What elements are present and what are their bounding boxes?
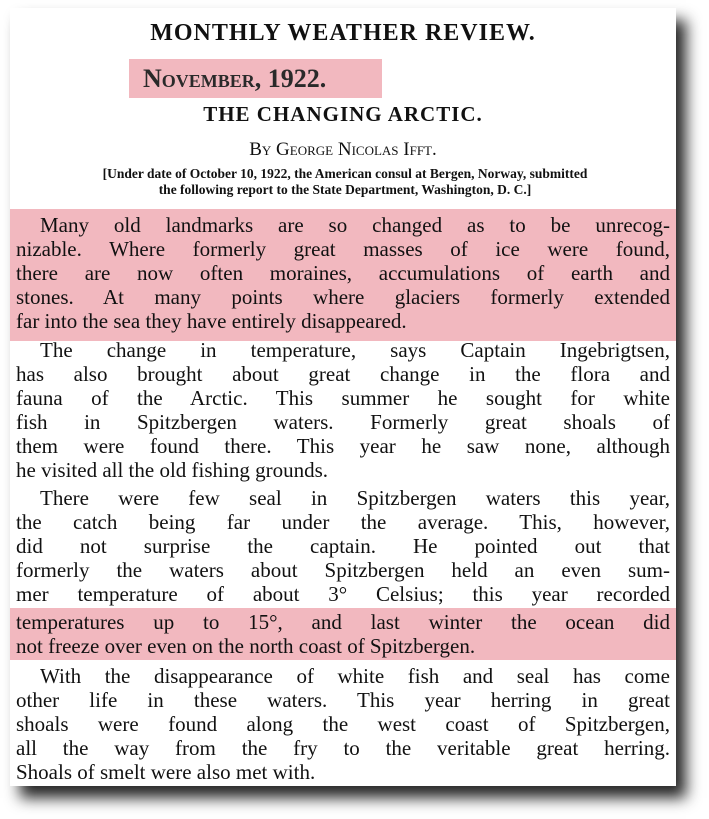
text-line: did not surprise the captain. He pointed out that xyxy=(16,534,670,558)
text-line: The change in temperature, says Captain Ingebrigtsen, xyxy=(40,338,670,362)
editor-note-line: the following report to the State Department, Washington, D. C.] xyxy=(158,182,532,197)
text-line: Many old landmarks are so changed as to be unrecog- xyxy=(40,213,670,237)
text-line: Shoals of smelt were also met with. xyxy=(16,760,316,784)
editor-note-line: [Under date of October 10, 1922, the American consul at Bergen, Norway, submitted xyxy=(102,166,588,181)
text-line: not freeze over even on the north coast of Spitzbergen. xyxy=(16,634,476,658)
text-line: formerly the waters about Spitzbergen held an even sum- xyxy=(16,558,670,582)
text-line: there are now often moraines, accumulations of earth and xyxy=(16,261,670,285)
text-line: nizable. Where formerly great masses of ice were found, xyxy=(16,237,670,261)
issue-date: November, 1922. xyxy=(143,64,327,93)
text-line: them were found there. This year he saw none, although xyxy=(16,434,670,458)
text-line: temperatures up to 15°, and last winter the ocean did xyxy=(16,610,670,634)
article-title: THE CHANGING ARCTIC. xyxy=(203,102,483,126)
text-line: has also brought about great change in the flora and xyxy=(16,362,670,386)
text-line: stones. At many points where glaciers formerly extended xyxy=(16,285,670,309)
text-line: he visited all the old fishing grounds. xyxy=(16,458,329,482)
text-line: With the disappearance of white fish and seal has come xyxy=(40,664,670,688)
text-line: the catch being far under the average. This, however, xyxy=(16,510,670,534)
text-line: far into the sea they have entirely disappeared. xyxy=(16,309,407,333)
text-line: fauna of the Arctic. This summer he sought for white xyxy=(16,386,670,410)
journal-title: MONTHLY WEATHER REVIEW. xyxy=(150,20,536,46)
text-line: other life in these waters. This year herring in great xyxy=(16,688,670,712)
author-byline: By George Nicolas Ifft. xyxy=(249,139,437,160)
text-line: shoals were found along the west coast of Spitzbergen, xyxy=(16,712,670,736)
text-line: all the way from the fry to the veritable great herring. xyxy=(16,736,670,760)
text-line: There were few seal in Spitzbergen waters this year, xyxy=(40,486,670,510)
text-line: mer temperature of about 3° Celsius; this year recorded xyxy=(16,582,670,606)
article-page xyxy=(10,8,676,786)
text-line: fish in Spitzbergen waters. Formerly great shoals of xyxy=(16,410,670,434)
